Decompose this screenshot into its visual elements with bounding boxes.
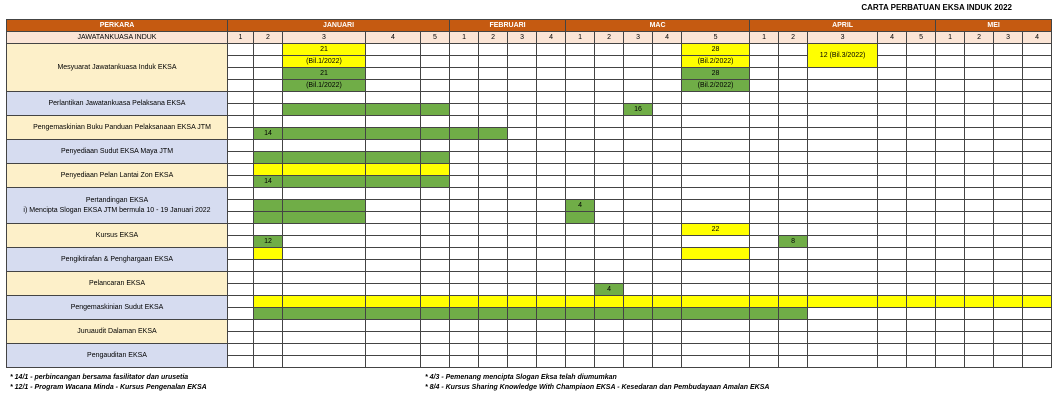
activity-pelan-lantai: Penyediaan Pelan Lantai Zon EKSA — [7, 164, 228, 188]
week-cell: 2 — [254, 32, 283, 44]
week-cell: 3 — [808, 32, 878, 44]
table-row — [7, 188, 1052, 200]
week-cell: 4 — [878, 32, 907, 44]
month-mac: MAC — [566, 20, 750, 32]
month-februari: FEBRUARI — [450, 20, 566, 32]
week-cell: 1 — [750, 32, 779, 44]
month-april: APRIL — [750, 20, 936, 32]
week-cell: 4 — [1023, 32, 1052, 44]
activity-pengiktirafan: Pengiktirafan & Penghargaan EKSA — [7, 248, 228, 272]
activity-sudut-maya: Penyediaan Sudut EKSA Maya JTM — [7, 140, 228, 164]
table-row — [7, 248, 1052, 260]
note-line: * 14/1 - perbincangan bersama fasilitator dan urusetia — [10, 374, 189, 381]
note-line: * 12/1 - Program Wacana Minda - Kursus Pengenalan EKSA — [10, 384, 207, 391]
pelancaran-cell: 4 — [595, 284, 624, 296]
meeting-cell-jan: 21 — [283, 44, 366, 56]
meeting-done-jan-bil: (Bil.1/2022) — [283, 80, 366, 92]
month-header-row — [7, 20, 1052, 32]
notes-left — [10, 373, 207, 393]
pertandingan-cell: 4 — [566, 200, 595, 212]
table-row — [7, 92, 1052, 104]
activity-pengauditan: Pengauditan EKSA — [7, 344, 228, 368]
note-line: * 4/3 - Pemenang mencipta Slogan Eksa telah diumumkan — [425, 374, 617, 381]
week-cell: 4 — [537, 32, 566, 44]
week-cell: 1 — [936, 32, 965, 44]
kursus-mac-cell: 22 — [682, 224, 750, 236]
week-cell: 2 — [595, 32, 624, 44]
week-cell: 3 — [624, 32, 653, 44]
activity-pelancaran: Pelancaran EKSA — [7, 272, 228, 296]
notes-right — [425, 373, 769, 393]
meeting-done-mac-bil: (Bil.2/2022) — [682, 80, 750, 92]
kursus-apr-cell: 8 — [779, 236, 808, 248]
week-cell: 1 — [228, 32, 254, 44]
activity-mesyuarat: Mesyuarat Jawatankuasa Induk EKSA — [7, 44, 228, 92]
week-cell: 2 — [779, 32, 808, 44]
table-row — [7, 116, 1052, 128]
meeting-done-jan: 21 — [283, 68, 366, 80]
activity-buku-panduan: Pengemaskinian Buku Panduan Pelaksanaan EKSA JTM — [7, 116, 228, 140]
month-mei: MEI — [936, 20, 1052, 32]
week-cell: 5 — [421, 32, 450, 44]
meeting-cell-mac-bil: (Bil.2/2022) — [682, 56, 750, 68]
chart-title: CARTA PERBATUAN EKSA INDUK 2022 — [861, 3, 1012, 12]
week-cell: 3 — [283, 32, 366, 44]
jawatankuasa-header: JAWATANKUASA INDUK — [7, 32, 228, 44]
note-line: * 8/4 - Kursus Sharing Knowledge With Champiaon EKSA - Kesedaran dan Pembudayaan Amalan EKSA — [425, 384, 770, 391]
table-row — [7, 344, 1052, 356]
perlantikan-cell: 16 — [624, 104, 653, 116]
week-header-row — [7, 32, 1052, 44]
month-januari: JANUARI — [228, 20, 450, 32]
week-cell: 1 — [566, 32, 595, 44]
week-cell: 3 — [508, 32, 537, 44]
week-cell: 4 — [366, 32, 421, 44]
activity-pertandingan — [7, 188, 228, 224]
table-row — [7, 164, 1052, 176]
activity-kursus: Kursus EKSA — [7, 224, 228, 248]
kursus-jan-cell: 12 — [254, 236, 283, 248]
week-cell: 3 — [994, 32, 1023, 44]
week-cell: 5 — [907, 32, 936, 44]
table-row — [7, 44, 1052, 56]
week-cell: 4 — [653, 32, 682, 44]
activity-perlantikan: Perlantikan Jawatankuasa Pelaksana EKSA — [7, 92, 228, 116]
schedule-table — [6, 19, 1052, 368]
perkara-header: PERKARA — [7, 20, 228, 32]
table-row — [7, 140, 1052, 152]
table-row — [7, 320, 1052, 332]
meeting-cell-jan-bil: (Bil.1/2022) — [283, 56, 366, 68]
meeting-cell-mac: 28 — [682, 44, 750, 56]
pertandingan-title: Pertandingan EKSA — [85, 196, 149, 204]
table-row — [7, 224, 1052, 236]
pertandingan-subtitle: i) Mencipta Slogan EKSA JTM bermula 10 - 19 Januari 2022 — [23, 206, 211, 214]
buku-cell: 14 — [254, 128, 283, 140]
pelan-cell: 14 — [254, 176, 283, 188]
week-cell: 2 — [479, 32, 508, 44]
activity-sudut-eksa: Pengemaskinian Sudut EKSA — [7, 296, 228, 320]
table-row — [7, 296, 1052, 308]
meeting-done-mac: 28 — [682, 68, 750, 80]
week-cell: 2 — [965, 32, 994, 44]
meeting-cell-apr: 12 (Bil.3/2022) — [808, 44, 878, 68]
activity-juruaudit: Juruaudit Dalaman EKSA — [7, 320, 228, 344]
week-cell: 5 — [682, 32, 750, 44]
table-row — [7, 272, 1052, 284]
week-cell: 1 — [450, 32, 479, 44]
